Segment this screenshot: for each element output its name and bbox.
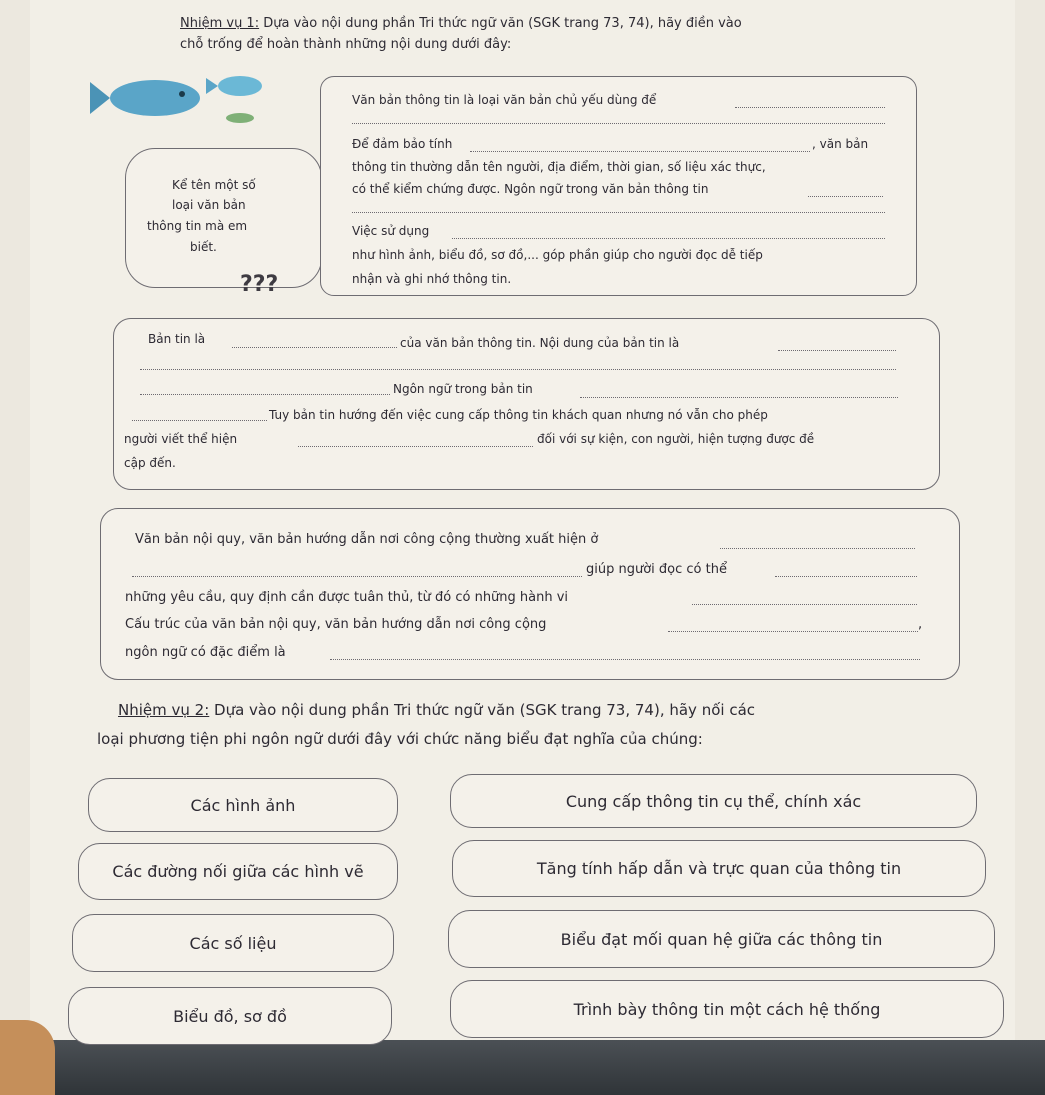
box1-line8: như hình ảnh, biểu đồ, sơ đồ,... góp phần giúp cho người đọc dễ tiếp [352,248,763,262]
left-item-numbers[interactable]: Các số liệu [72,914,394,972]
box2-line3: Ngôn ngữ trong bản tin [393,382,533,396]
box3-line2: giúp người đọc có thể [586,562,727,577]
blank-line[interactable] [692,604,917,605]
blank-line[interactable] [298,446,533,447]
desk-background [0,1040,1045,1095]
box1-left-line: Kể tên một số [172,178,256,192]
right-item-attractiveness[interactable]: Tăng tính hấp dẫn và trực quan của thông tin [452,840,986,897]
box2-line5a: người viết thể hiện [124,432,238,446]
fish-decoration-icon [90,68,290,128]
task2-title-line2: loại phương tiện phi ngôn ngữ dưới đây với chức năng biểu đạt nghĩa của chúng: [97,730,703,748]
blank-line[interactable] [352,123,885,124]
task1-title-line2: chỗ trống để hoàn thành những nội dung dưới đây: [180,37,512,52]
box3-line4: Cấu trúc của văn bản nội quy, văn bản hướng dẫn nơi công cộng [125,617,547,632]
box3-line5: ngôn ngữ có đặc điểm là [125,645,286,660]
right-item-systematic[interactable]: Trình bày thông tin một cách hệ thống [450,980,1004,1038]
blank-line[interactable] [775,576,917,577]
blank-line[interactable] [140,369,896,370]
task2-title-text: Dựa vào nội dung phần Tri thức ngữ văn (SGK trang 73, 74), hãy nối các [209,701,756,719]
box1-line5: có thể kiểm chứng được. Ngôn ngữ trong văn bản thông tin [352,182,709,196]
box2-line6: cập đến. [124,456,176,470]
blank-line[interactable] [668,631,918,632]
task1-title-text: Dựa vào nội dung phần Tri thức ngữ văn (SGK trang 73, 74), hãy điền vào [259,16,742,31]
box3-line1: Văn bản nội quy, văn bản hướng dẫn nơi công cộng thường xuất hiện ở [135,532,599,547]
box2-line1b: của văn bản thông tin. Nội dung của bản tin là [400,336,680,350]
blank-line[interactable] [735,107,885,108]
left-item-images[interactable]: Các hình ảnh [88,778,398,832]
box1-line1: Văn bản thông tin là loại văn bản chủ yếu dùng để [352,93,657,107]
blank-line[interactable] [132,576,582,577]
task2-label: Nhiệm vụ 2: [118,701,210,719]
blank-line[interactable] [132,420,267,421]
box1-line3b: , văn bản [812,137,869,151]
box1-line7: Việc sử dụng [352,224,430,238]
box2-line5b: đối với sự kiện, con người, hiện tượng được đề [537,432,815,446]
right-item-relationships[interactable]: Biểu đạt mối quan hệ giữa các thông tin [448,910,995,968]
blank-line[interactable] [580,397,898,398]
task1-label: Nhiệm vụ 1: [180,16,260,31]
blank-line[interactable] [720,548,915,549]
box2-line4: Tuy bản tin hướng đến việc cung cấp thông tin khách quan nhưng nó vẫn cho phép [269,408,768,422]
blank-line[interactable] [470,151,810,152]
box1-left-line: thông tin mà em [147,219,248,233]
box3-line3: những yêu cầu, quy định cần được tuân thủ, từ đó có những hành vi [125,590,569,605]
box1-line4: thông tin thường dẫn tên người, địa điểm, thời gian, số liệu xác thực, [352,160,766,174]
blank-line[interactable] [778,350,896,351]
desk-object [0,1020,55,1095]
blank-line[interactable] [452,238,885,239]
right-item-specific-info[interactable]: Cung cấp thông tin cụ thể, chính xác [450,774,977,828]
blank-line[interactable] [808,196,883,197]
question-marks-icon: ??? [240,272,279,297]
task2-title [118,701,755,719]
box1-line3a: Để đảm bảo tính [352,137,453,151]
box1-left-line: loại văn bản [172,198,246,212]
box1-left-line: biết. [190,240,217,254]
box3-line4-end: , [918,617,923,632]
box1-left-panel [125,148,322,288]
blank-line[interactable] [330,659,920,660]
blank-line[interactable] [352,212,885,213]
blank-line[interactable] [140,394,390,395]
blank-line[interactable] [232,347,397,348]
left-item-charts-diagrams[interactable]: Biểu đồ, sơ đồ [68,987,392,1045]
task1-title [180,16,742,31]
box1-line9: nhận và ghi nhớ thông tin. [352,272,512,286]
left-item-connecting-lines[interactable]: Các đường nối giữa các hình vẽ [78,843,398,900]
box2-line1a: Bản tin là [148,332,206,346]
